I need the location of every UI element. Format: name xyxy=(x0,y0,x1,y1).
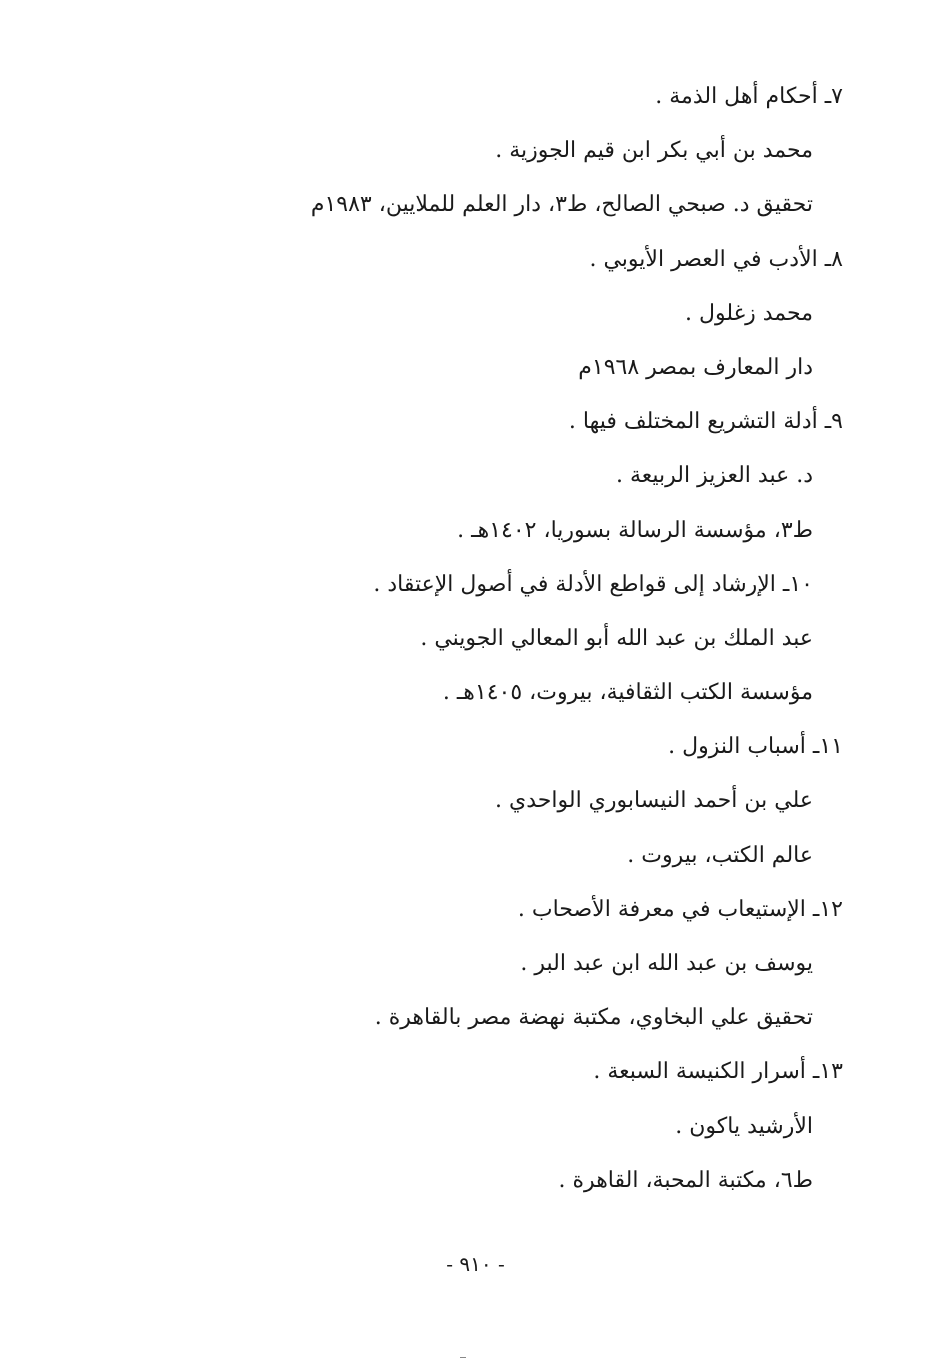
entry-detail: عبد الملك بن عبد الله أبو المعالي الجويني . xyxy=(420,625,813,651)
entry-detail: ط٣، مؤسسة الرسالة بسوريا، ١٤٠٢هـ . xyxy=(457,517,813,543)
entry-detail: محمد بن أبي بكر ابن قيم الجوزية . xyxy=(495,138,813,164)
entry-title: ٧ـ أحكام أهل الذمة . xyxy=(655,84,843,109)
page-number: - ٩١٠ - xyxy=(446,1252,505,1276)
entry-detail: تحقيق علي البخاوي، مكتبة نهضة مصر بالقاهرة . xyxy=(374,1005,813,1031)
entry-title: ١١ـ أسباب النزول . xyxy=(668,734,843,760)
entry-detail: عالم الكتب، بيروت . xyxy=(627,842,813,868)
entry-detail: تحقيق د. صبحي الصالح، ط٣، دار العلم للملايين، ١٩٨٣م xyxy=(310,192,813,218)
entry-title: ١٢ـ الإستيعاب في معرفة الأصحاب . xyxy=(517,896,843,922)
entry-detail: دار المعارف بمصر ١٩٦٨م xyxy=(578,354,813,380)
entry-detail: ط٦، مكتبة المحبة، القاهرة . xyxy=(558,1167,813,1193)
entry-detail: د. عبد العزيز الربيعة . xyxy=(615,463,813,489)
entry-detail: الأرشيد ياكون . xyxy=(675,1113,813,1139)
bibliography-list xyxy=(60,74,843,1212)
entry-detail: ١٠ـ الإرشاد إلى قواطع الأدلة في أصول الإعتقاد . xyxy=(373,571,813,597)
entry-title: ١٣ـ أسرار الكنيسة السبعة . xyxy=(593,1059,843,1085)
entry-title: ٨ـ الأدب في العصر الأيوبي . xyxy=(589,246,843,272)
footer-mark xyxy=(460,1357,466,1358)
entry-detail: مؤسسة الكتب الثقافية، بيروت، ١٤٠٥هـ . xyxy=(442,680,813,706)
entry-detail: يوسف بن عبد الله ابن عبد البر . xyxy=(520,951,813,976)
entry-detail: محمد زغلول . xyxy=(685,300,813,326)
entry-title: ٩ـ أدلة التشريع المختلف فيها . xyxy=(568,409,843,435)
entry-detail: علي بن أحمد النيسابوري الواحدي . xyxy=(495,788,813,814)
